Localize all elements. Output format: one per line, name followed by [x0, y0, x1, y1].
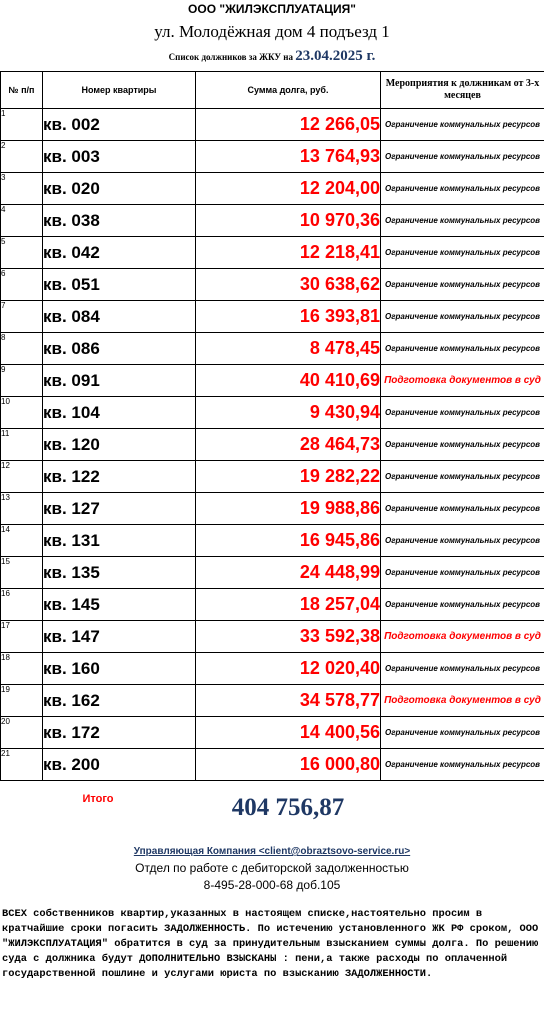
table-header-row	[1, 72, 544, 109]
apartment-number: кв. 162	[43, 685, 196, 717]
row-number: 20	[1, 717, 43, 749]
apartment-number: кв. 042	[43, 237, 196, 269]
apartment-number: кв. 131	[43, 525, 196, 557]
table-row	[1, 461, 544, 493]
row-number: 13	[1, 493, 43, 525]
table-row	[1, 685, 544, 717]
apartment-number: кв. 086	[43, 333, 196, 365]
row-number: 17	[1, 621, 43, 653]
debt-amount: 9 430,94	[196, 397, 381, 429]
debt-amount: 33 592,38	[196, 621, 381, 653]
table-row	[1, 141, 544, 173]
debt-amount: 16 945,86	[196, 525, 381, 557]
debtor-measure: Ограничение коммунальных ресурсов	[381, 301, 544, 333]
apartment-number: кв. 003	[43, 141, 196, 173]
debt-amount: 19 282,22	[196, 461, 381, 493]
debtor-measure: Подготовка документов в суд	[381, 685, 544, 717]
debt-amount: 18 257,04	[196, 589, 381, 621]
debtor-measure: Ограничение коммунальных ресурсов	[381, 653, 544, 685]
debt-notice: ВСЕХ собственников квартир,указанных в настоящем списке,настоятельно просим в кратчайшие сроки погасить ЗАДОЛЖЕННОСТЬ. По истечению установленного ЖК РФ сроком, ООО "ЖИЛЭКСПЛУАТАЦИЯ" обратится в суд за принудительным взысканием суммы долга. По решению суда с должника будут ДОПОЛНИТЕЛЬНО ВЗЫСКАНЫ : пени,а также расходы по оплаченной государственной пошлине и услугами юриста по взысканию ЗАДОЛЖЕННОСТИ.	[2, 908, 539, 980]
debtor-measure: Ограничение коммунальных ресурсов	[381, 141, 544, 173]
debtors-table	[0, 71, 544, 834]
debt-amount: 28 464,73	[196, 429, 381, 461]
row-number: 9	[1, 365, 43, 397]
debtor-measure: Подготовка документов в суд	[381, 365, 544, 397]
debtor-measure: Ограничение коммунальных ресурсов	[381, 589, 544, 621]
column-header-debt: Сумма долга, руб.	[196, 72, 381, 109]
table-row	[1, 301, 544, 333]
row-number: 14	[1, 525, 43, 557]
apartment-number: кв. 038	[43, 205, 196, 237]
table-row	[1, 717, 544, 749]
debtor-measure: Ограничение коммунальных ресурсов	[381, 749, 544, 781]
table-row	[1, 653, 544, 685]
row-number: 21	[1, 749, 43, 781]
table-row	[1, 205, 544, 237]
debtor-measure: Ограничение коммунальных ресурсов	[381, 109, 544, 141]
row-number: 10	[1, 397, 43, 429]
apartment-number: кв. 172	[43, 717, 196, 749]
row-number: 4	[1, 205, 43, 237]
table-row	[1, 333, 544, 365]
row-number: 15	[1, 557, 43, 589]
total-sum: 404 756,87	[231, 793, 345, 821]
row-number: 3	[1, 173, 43, 205]
debtor-measure: Ограничение коммунальных ресурсов	[381, 493, 544, 525]
table-row	[1, 749, 544, 781]
table-row	[1, 269, 544, 301]
table-row	[1, 525, 544, 557]
row-number: 5	[1, 237, 43, 269]
debtor-measure: Ограничение коммунальных ресурсов	[381, 269, 544, 301]
row-number: 6	[1, 269, 43, 301]
building-address: ул. Молодёжная дом 4 подъезд 1	[154, 22, 390, 41]
row-number: 2	[1, 141, 43, 173]
debt-amount: 12 020,40	[196, 653, 381, 685]
table-row	[1, 557, 544, 589]
table-row	[1, 493, 544, 525]
apartment-number: кв. 051	[43, 269, 196, 301]
debt-amount: 40 410,69	[196, 365, 381, 397]
total-row	[1, 781, 544, 835]
row-number: 12	[1, 461, 43, 493]
debtor-measure: Ограничение коммунальных ресурсов	[381, 557, 544, 589]
debtor-measure: Подготовка документов в суд	[381, 621, 544, 653]
table-row	[1, 397, 544, 429]
table-row	[1, 429, 544, 461]
row-number: 19	[1, 685, 43, 717]
debt-amount: 16 000,80	[196, 749, 381, 781]
apartment-number: кв. 127	[43, 493, 196, 525]
row-number: 8	[1, 333, 43, 365]
table-row	[1, 621, 544, 653]
column-header-measures: Мероприятия к должникам от 3-х месяцев	[381, 72, 544, 109]
debt-amount: 12 204,00	[196, 173, 381, 205]
row-number: 1	[1, 109, 43, 141]
row-number: 18	[1, 653, 43, 685]
total-empty-cell	[381, 781, 544, 835]
table-row	[1, 365, 544, 397]
apartment-number: кв. 135	[43, 557, 196, 589]
debt-amount: 12 218,41	[196, 237, 381, 269]
department-name: Отдел по работе с дебиторской задолженностью	[135, 861, 409, 875]
total-label: Итого	[82, 793, 114, 805]
row-number: 16	[1, 589, 43, 621]
contact-phone: 8-495-28-000-68 доб.105	[203, 878, 341, 892]
debtor-measure: Ограничение коммунальных ресурсов	[381, 525, 544, 557]
apartment-number: кв. 002	[43, 109, 196, 141]
debtor-measure: Ограничение коммунальных ресурсов	[381, 717, 544, 749]
debt-amount: 30 638,62	[196, 269, 381, 301]
list-label: Список должников за ЖКУ на	[168, 52, 293, 62]
debt-amount: 16 393,81	[196, 301, 381, 333]
debtor-measure: Ограничение коммунальных ресурсов	[381, 333, 544, 365]
apartment-number: кв. 122	[43, 461, 196, 493]
list-subtitle	[0, 48, 544, 65]
apartment-number: кв. 200	[43, 749, 196, 781]
debt-amount: 12 266,05	[196, 109, 381, 141]
debtor-measure: Ограничение коммунальных ресурсов	[381, 173, 544, 205]
debtor-measure: Ограничение коммунальных ресурсов	[381, 461, 544, 493]
debt-amount: 34 578,77	[196, 685, 381, 717]
column-header-apartment: Номер квартиры	[43, 72, 196, 109]
table-row	[1, 109, 544, 141]
debtor-measure: Ограничение коммунальных ресурсов	[381, 397, 544, 429]
management-company-link[interactable]: Управляющая Компания <client@obraztsovo-service.ru>	[133, 846, 411, 857]
table-row	[1, 173, 544, 205]
apartment-number: кв. 091	[43, 365, 196, 397]
debt-amount: 8 478,45	[196, 333, 381, 365]
row-number: 7	[1, 301, 43, 333]
debtor-measure: Ограничение коммунальных ресурсов	[381, 205, 544, 237]
apartment-number: кв. 160	[43, 653, 196, 685]
debt-amount: 10 970,36	[196, 205, 381, 237]
apartment-number: кв. 104	[43, 397, 196, 429]
table-row	[1, 237, 544, 269]
table-row	[1, 589, 544, 621]
debtor-measure: Ограничение коммунальных ресурсов	[381, 237, 544, 269]
apartment-number: кв. 120	[43, 429, 196, 461]
apartment-number: кв. 020	[43, 173, 196, 205]
column-header-number: № п/п	[1, 72, 43, 109]
organization-name: ООО "ЖИЛЭКСПЛУАТАЦИЯ"	[188, 2, 356, 16]
row-number: 11	[1, 429, 43, 461]
apartment-number: кв. 147	[43, 621, 196, 653]
debtor-measure: Ограничение коммунальных ресурсов	[381, 429, 544, 461]
debt-amount: 13 764,93	[196, 141, 381, 173]
list-date: 23.04.2025 г.	[295, 48, 376, 64]
apartment-number: кв. 084	[43, 301, 196, 333]
debt-amount: 14 400,56	[196, 717, 381, 749]
debt-amount: 19 988,86	[196, 493, 381, 525]
debt-amount: 24 448,99	[196, 557, 381, 589]
apartment-number: кв. 145	[43, 589, 196, 621]
